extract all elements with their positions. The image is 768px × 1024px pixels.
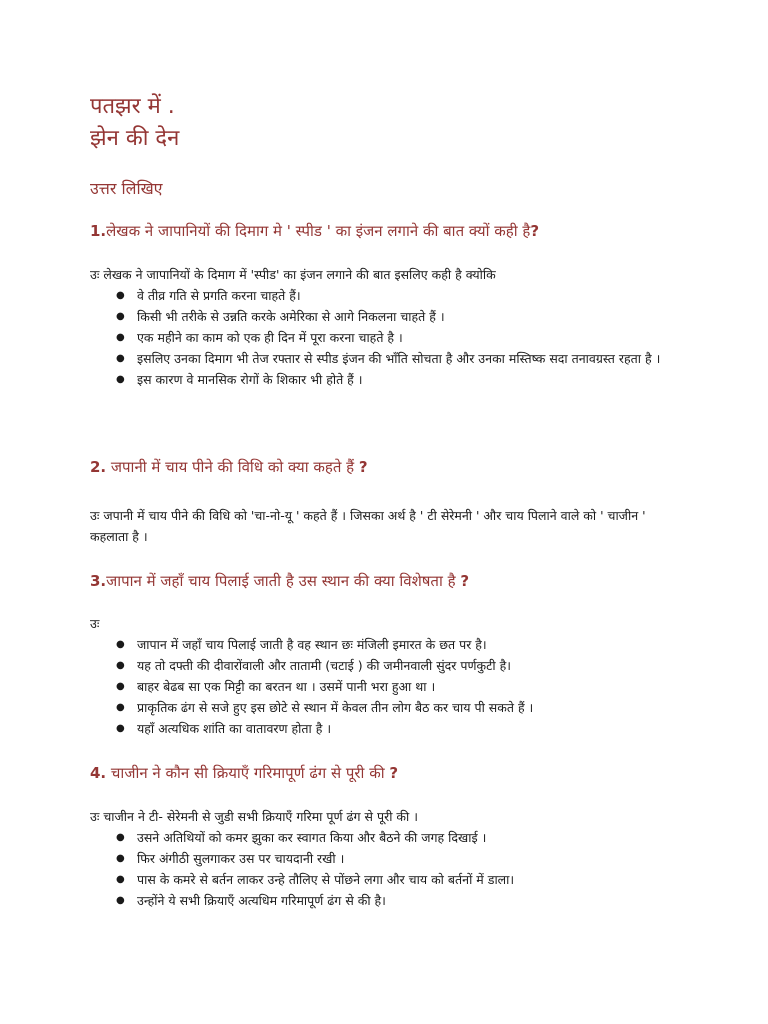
question-3-number: 3. — [90, 572, 107, 590]
question-1-text: लेखक ने जापानियों की दिमाग मे ' स्पीड ' का इंजन लगाने की बात क्यों कही है — [106, 222, 531, 240]
question-1-number: 1. — [90, 222, 107, 240]
list-item: ● वे तीव्र गति से प्रगति करना चाहते हैं। — [90, 285, 680, 306]
question-2-text: जपानी में चाय पीने की विधि को क्या कहते हैं — [106, 458, 359, 476]
question-2-mark: ? — [358, 458, 368, 476]
question-2 — [90, 456, 368, 478]
list-item: ● जापान में जहाँ चाय पिलाई जाती है वह स्थान छः मंजिली इमारत के छत पर है। — [90, 634, 680, 655]
answer-4-list — [90, 827, 680, 911]
list-item: ● इस कारण वे मानसिक रोगों के शिकार भी होते हैं । — [90, 369, 680, 390]
question-2-number: 2. — [90, 458, 107, 476]
list-item: ● बाहर बेढब सा एक मिट्टी का बरतन था । उसमें पानी भरा हुआ था । — [90, 676, 680, 697]
list-item: ● इसलिए उनका दिमाग भी तेज रफ्तार से स्पीड इंजन की भाँति सोचता है और उनका मस्तिष्क सदा तनावग्रस्त रहता है । — [90, 348, 680, 369]
question-4-mark: ? — [389, 764, 399, 782]
list-item: ● फिर अंगीठी सुलगाकर उस पर चायदानी रखी । — [90, 848, 680, 869]
question-3-text: जापान में जहाँ चाय पिलाई जाती है उस स्थान की क्या विशेषता है — [106, 572, 461, 590]
answer-4-intro: उः चाजीन ने टी- सेरेमनी से जुडी सभी क्रियाएँ गरिमा पूर्ण ढंग से पूरी की । — [90, 809, 418, 824]
question-1-mark: ? — [530, 222, 540, 240]
list-item: ● यह तो दफ्ती की दीवारोंवाली और तातामी (चटाई ) की जमीनवाली सुंदर पर्णकुटी है। — [90, 655, 680, 676]
question-4 — [90, 762, 398, 784]
document-title-line-2: झेन की देन — [90, 126, 180, 151]
question-3 — [90, 570, 469, 592]
instruction-heading: उत्तर लिखिए — [90, 179, 163, 198]
list-item: ● एक महीने का काम को एक ही दिन में पूरा करना चाहते है । — [90, 327, 680, 348]
question-4-text: चाजीन ने कौन सी क्रियाएँ गरिमापूर्ण ढंग से पूरी की — [106, 764, 390, 782]
answer-1-list — [90, 285, 680, 390]
list-item: ● प्राकृतिक ढंग से सजे हुए इस छोटे से स्थान में केवल तीन लोग बैठ कर चाय पी सकते हैं । — [90, 697, 680, 718]
list-item: ● उसने अतिथियों को कमर झुका कर स्वागत किया और बैठने की जगह दिखाई । — [90, 827, 680, 848]
answer-2-text: उः जपानी में चाय पीने की विधि को 'चा-नो-यू ' कहते हैं । जिसका अर्थ है ' टी सेरेमनी ' और चाय पिलाने वाले को ' चाजीन ' कहलाता है । — [90, 508, 646, 544]
list-item: ● पास के कमरे से बर्तन लाकर उन्हे तौलिए से पोंछने लगा और चाय को बर्तनों में डाला। — [90, 869, 680, 890]
list-item: ● किसी भी तरीके से उन्नति करके अमेरिका से आगे निकलना चाहते हैं । — [90, 306, 680, 327]
list-item: ● यहाँ अत्यधिक शांति का वातावरण होता है । — [90, 718, 680, 739]
document-title-line-1: पतझर में . — [90, 94, 175, 119]
answer-1-intro: उः लेखक ने जापानियों के दिमाग में 'स्पीड' का इंजन लगाने की बात इसलिए कही है क्योकि — [90, 267, 496, 282]
answer-3-intro: उः — [90, 616, 100, 631]
list-item: ● उन्होंने ये सभी क्रियाएँ अत्यधिम गरिमापूर्ण ढंग से की है। — [90, 890, 680, 911]
question-1 — [90, 220, 539, 242]
answer-3-list — [90, 634, 680, 739]
question-3-mark: ? — [460, 572, 470, 590]
question-4-number: 4. — [90, 764, 107, 782]
